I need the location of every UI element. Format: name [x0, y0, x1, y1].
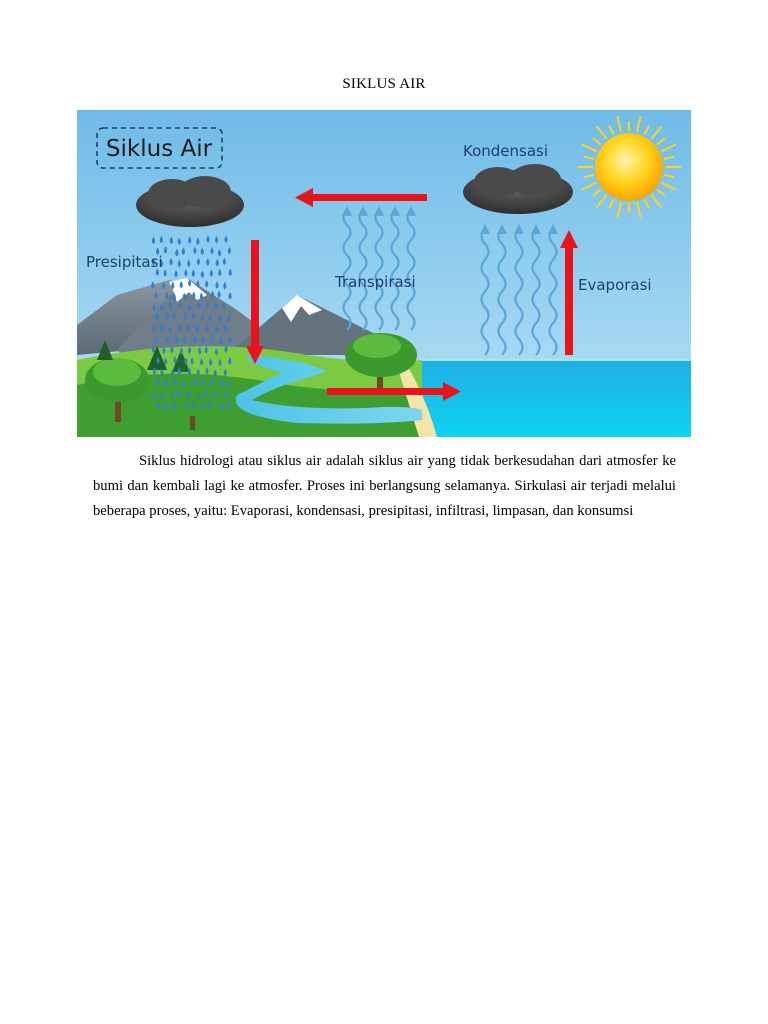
page-title: SIKLUS AIR: [342, 76, 426, 92]
label-transpiration: Transpirasi: [335, 273, 416, 291]
sea: [419, 360, 691, 437]
water-cycle-illustration: [77, 110, 691, 437]
figure-heading: Siklus Air: [105, 136, 213, 162]
label-evaporation: Evaporasi: [578, 276, 652, 294]
label-condensation: Kondensasi: [463, 142, 549, 160]
body-paragraph: Siklus hidrologi atau siklus air adalah siklus air yang tidak berkesudahan dari atmosfer ke bumi dan kembali lagi ke atmosfer. Proses ini berlangsung selamanya. Sirkulasi air terjadi melalui beberapa proses, yaitu: Evaporasi, kondensasi, presipitasi, infiltrasi, limpasan, dan konsumsi: [93, 453, 676, 519]
label-precipitation: Presipitasi: [86, 253, 163, 271]
